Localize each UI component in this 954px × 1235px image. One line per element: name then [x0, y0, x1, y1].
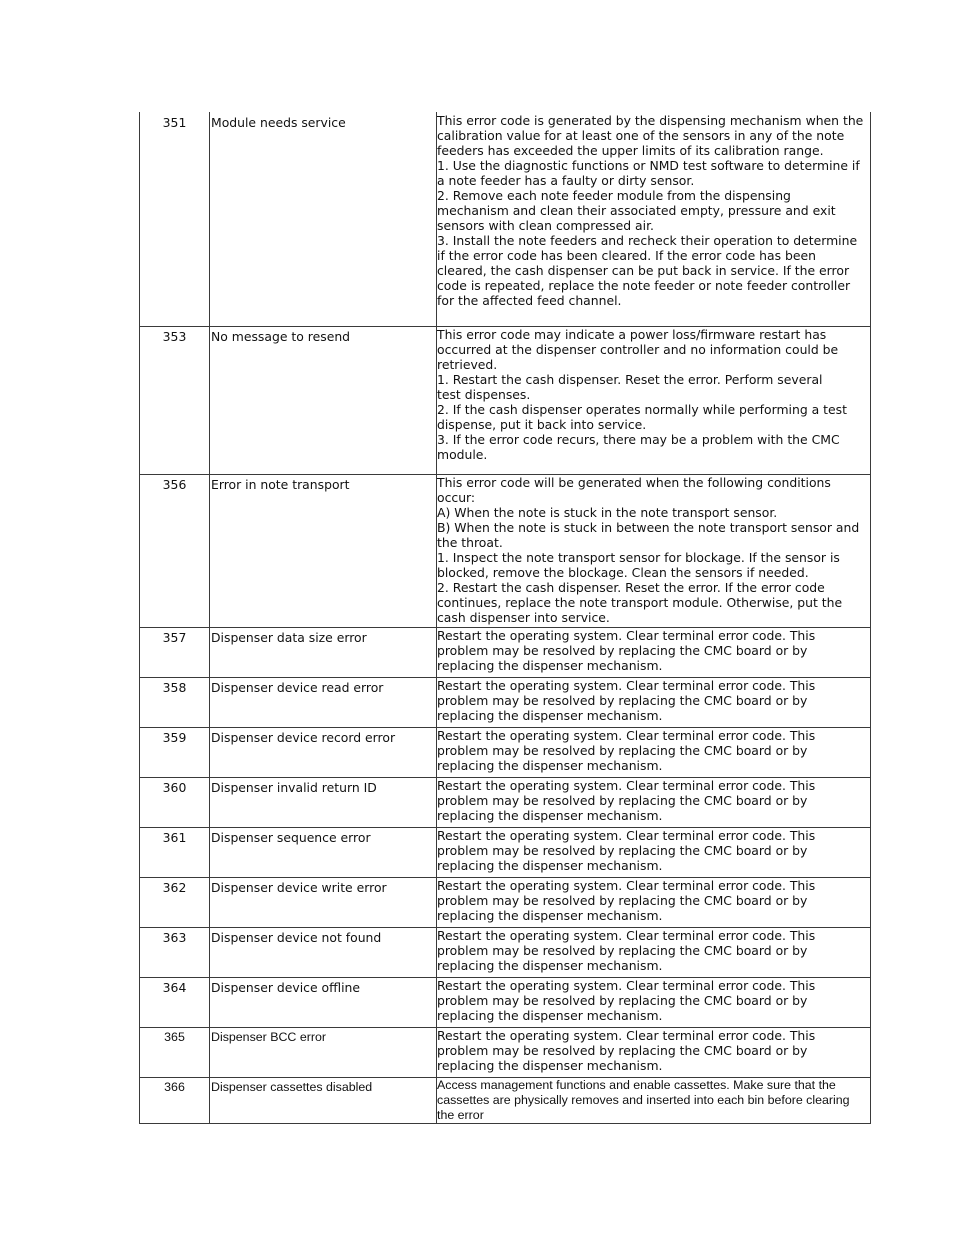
description-line: Restart the operating system. Clear terminal error code. This — [437, 928, 816, 943]
description-line: for the affected feed channel. — [437, 293, 622, 308]
description-line: sensors with clean compressed air. — [437, 218, 654, 233]
description-line: mechanism and clean their associated empty, pressure and exit — [437, 203, 836, 218]
description-line: problem may be resolved by replacing the CMC board or by — [437, 743, 808, 758]
description-line: replacing the dispenser mechanism. — [437, 758, 663, 773]
error-message: No message to resend — [210, 327, 437, 475]
error-message: Dispenser device not found — [210, 928, 437, 978]
description-line: test dispenses. — [437, 387, 531, 402]
description-line: 2. If the cash dispenser operates normally while performing a test — [437, 402, 847, 417]
error-description — [437, 778, 871, 828]
description-line: replacing the dispenser mechanism. — [437, 658, 663, 673]
description-line: Restart the operating system. Clear terminal error code. This — [437, 778, 816, 793]
error-code: 356 — [140, 475, 210, 628]
error-message: Dispenser cassettes disabled — [210, 1078, 437, 1124]
table-row — [140, 1078, 871, 1124]
description-line: if the error code has been cleared. If the error code has been — [437, 248, 816, 263]
description-line: Restart the operating system. Clear terminal error code. This — [437, 1028, 816, 1043]
description-line: module. — [437, 447, 488, 462]
description-line: cash dispenser into service. — [437, 610, 610, 625]
error-description — [437, 327, 871, 475]
table-row — [140, 628, 871, 678]
error-description — [437, 1078, 871, 1124]
error-message: Dispenser device record error — [210, 728, 437, 778]
description-line: 1. Restart the cash dispenser. Reset the error. Perform several — [437, 372, 823, 387]
description-line: 1. Inspect the note transport sensor for blockage. If the sensor is — [437, 550, 840, 565]
description-line: replacing the dispenser mechanism. — [437, 1008, 663, 1023]
description-line: 3. Install the note feeders and recheck their operation to determine — [437, 233, 858, 248]
description-line: calibration value for at least one of the sensors in any of the note — [437, 128, 845, 143]
error-description — [437, 628, 871, 678]
table-row — [140, 878, 871, 928]
description-line: replacing the dispenser mechanism. — [437, 808, 663, 823]
error-code: 351 — [140, 113, 210, 327]
error-description — [437, 475, 871, 628]
error-code: 360 — [140, 778, 210, 828]
description-line: 2. Remove each note feeder module from the dispensing — [437, 188, 791, 203]
table-row — [140, 475, 871, 628]
description-line: Restart the operating system. Clear terminal error code. This — [437, 978, 816, 993]
error-code: 366 — [140, 1078, 210, 1124]
description-line: A) When the note is stuck in the note transport sensor. — [437, 505, 778, 520]
description-line: This error code is generated by the dispensing mechanism when the — [437, 113, 864, 128]
description-line: replacing the dispenser mechanism. — [437, 958, 663, 973]
error-description — [437, 113, 871, 327]
error-message: Dispenser data size error — [210, 628, 437, 678]
description-line: B) When the note is stuck in between the note transport sensor and — [437, 520, 860, 535]
description-line: replacing the dispenser mechanism. — [437, 1058, 663, 1073]
description-line: problem may be resolved by replacing the CMC board or by — [437, 693, 808, 708]
description-line: cleared, the cash dispenser can be put back in service. If the error — [437, 263, 850, 278]
description-line: problem may be resolved by replacing the CMC board or by — [437, 643, 808, 658]
error-message: Dispenser device read error — [210, 678, 437, 728]
error-code: 357 — [140, 628, 210, 678]
description-line: a note feeder has a faulty or dirty sensor. — [437, 173, 695, 188]
description-line: problem may be resolved by replacing the CMC board or by — [437, 993, 808, 1008]
error-description — [437, 928, 871, 978]
description-line: dispense, put it back into service. — [437, 417, 647, 432]
error-code: 359 — [140, 728, 210, 778]
table-row — [140, 978, 871, 1028]
description-line: code is repeated, replace the note feeder or note feeder controller — [437, 278, 851, 293]
error-table-body — [140, 113, 871, 1124]
error-description — [437, 828, 871, 878]
description-line: replacing the dispenser mechanism. — [437, 708, 663, 723]
description-line: the throat. — [437, 535, 503, 550]
description-line: Restart the operating system. Clear terminal error code. This — [437, 628, 816, 643]
error-code-table — [139, 112, 871, 1124]
description-line: feeders has exceeded the upper limits of its calibration range. — [437, 143, 824, 158]
error-description — [437, 878, 871, 928]
table-row — [140, 778, 871, 828]
description-line: problem may be resolved by replacing the CMC board or by — [437, 893, 808, 908]
table-row — [140, 1028, 871, 1078]
description-line: This error code will be generated when the following conditions — [437, 475, 831, 490]
error-code: 362 — [140, 878, 210, 928]
error-description — [437, 678, 871, 728]
description-line: Restart the operating system. Clear terminal error code. This — [437, 678, 816, 693]
error-message: Dispenser BCC error — [210, 1028, 437, 1078]
error-code: 353 — [140, 327, 210, 475]
error-code: 361 — [140, 828, 210, 878]
description-line: blocked, remove the blockage. Clean the sensors if needed. — [437, 565, 809, 580]
description-line: retrieved. — [437, 357, 498, 372]
description-line: occur: — [437, 490, 476, 505]
description-line: problem may be resolved by replacing the CMC board or by — [437, 943, 808, 958]
error-description — [437, 1028, 871, 1078]
description-line: Access management functions and enable cassettes. Make sure that the — [437, 1078, 836, 1092]
table-row — [140, 928, 871, 978]
description-line: 2. Restart the cash dispenser. Reset the error. If the error code — [437, 580, 825, 595]
error-code: 364 — [140, 978, 210, 1028]
description-line: continues, replace the note transport module. Otherwise, put the — [437, 595, 843, 610]
description-line: replacing the dispenser mechanism. — [437, 858, 663, 873]
description-line: occurred at the dispenser controller and no information could be — [437, 342, 839, 357]
description-line: Restart the operating system. Clear terminal error code. This — [437, 728, 816, 743]
error-message: Error in note transport — [210, 475, 437, 628]
description-line: This error code may indicate a power loss/firmware restart has — [437, 327, 827, 342]
error-description — [437, 978, 871, 1028]
table-row — [140, 678, 871, 728]
description-line: problem may be resolved by replacing the CMC board or by — [437, 843, 808, 858]
error-message: Dispenser sequence error — [210, 828, 437, 878]
error-code: 358 — [140, 678, 210, 728]
description-line: replacing the dispenser mechanism. — [437, 908, 663, 923]
description-line: cassettes are physically removes and inserted into each bin before clearing — [437, 1093, 850, 1107]
description-line: Restart the operating system. Clear terminal error code. This — [437, 878, 816, 893]
description-line: problem may be resolved by replacing the CMC board or by — [437, 1043, 808, 1058]
table-row — [140, 728, 871, 778]
description-line: Restart the operating system. Clear terminal error code. This — [437, 828, 816, 843]
table-row — [140, 113, 871, 327]
table-row — [140, 828, 871, 878]
error-code: 365 — [140, 1028, 210, 1078]
description-line: 1. Use the diagnostic functions or NMD test software to determine if — [437, 158, 860, 173]
description-line: the error — [437, 1108, 484, 1122]
error-code: 363 — [140, 928, 210, 978]
table-row — [140, 327, 871, 475]
error-description — [437, 728, 871, 778]
description-line: 3. If the error code recurs, there may be a problem with the CMC — [437, 432, 840, 447]
error-message: Module needs service — [210, 113, 437, 327]
error-message: Dispenser invalid return ID — [210, 778, 437, 828]
description-line: problem may be resolved by replacing the CMC board or by — [437, 793, 808, 808]
error-message: Dispenser device offline — [210, 978, 437, 1028]
error-message: Dispenser device write error — [210, 878, 437, 928]
